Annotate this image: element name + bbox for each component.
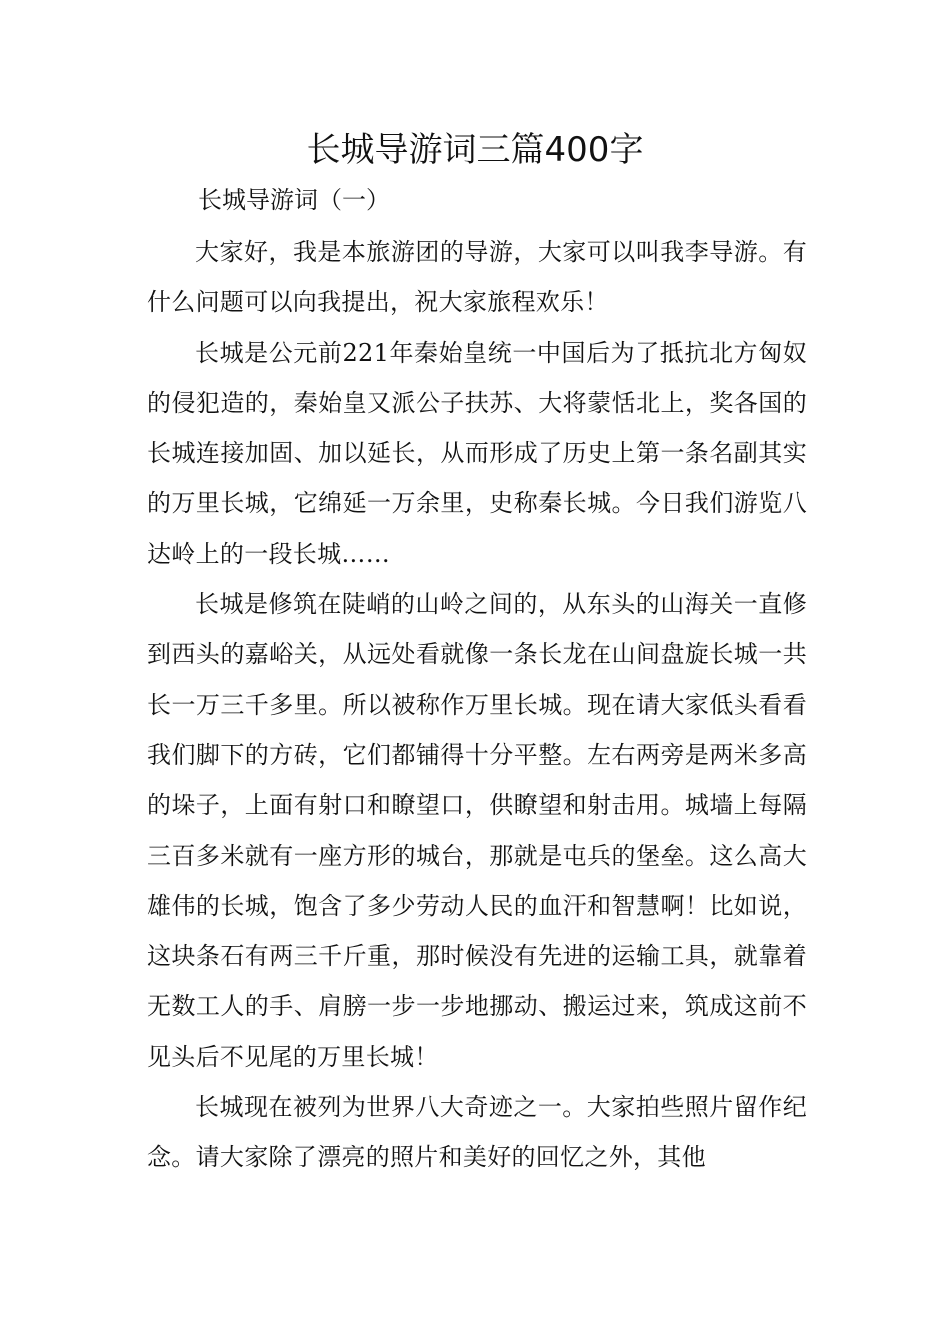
paragraph-closing: 长城现在被列为世界八大奇迹之一。大家拍些照片留作纪念。请大家除了漂亮的照片和美好的回忆之外，其他 [147,1093,807,1172]
document-body [147,227,807,1183]
paragraph-description: 长城是修筑在陡峭的山岭之间的，从东头的山海关一直修到西头的嘉峪关，从远处看就像一条长龙在山间盘旋长城一共长一万三千多里。所以被称作万里长城。现在请大家低头看看我们脚下的方砖，它们都铺得十分平整。左右两旁是两米多高的垛子，上面有射口和瞭望口，供瞭望和射击用。城墙上每隔三百多米就有一座方形的城台，那就是屯兵的堡垒。这么高大雄伟的长城，饱含了多少劳动人民的血汗和智慧啊！比如说，这块条石有两三千斤重，那时候没有先进的运输工具，就靠着无数工人的手、肩膀一步一步地挪动、搬运过来，筑成这前不见头后不见尾的万里长城！ [147,590,807,1071]
paragraph-greeting: 大家好，我是本旅游团的导游，大家可以叫我李导游。有什么问题可以向我提出，祝大家旅程欢乐！ [147,238,807,317]
paragraph-history: 长城是公元前221年秦始皇统一中国后为了抵抗北方匈奴的侵犯造的，秦始皇又派公子扶苏、大将蒙恬北上，奖各国的长城连接加固、加以延长，从而形成了历史上第一条名副其实的万里长城，它绵延一万余里，史称秦长城。今日我们游览八达岭上的一段长城…… [147,338,807,568]
document-title: 长城导游词三篇400字 [306,130,644,170]
section-heading: 长城导游词（一） [198,186,390,214]
